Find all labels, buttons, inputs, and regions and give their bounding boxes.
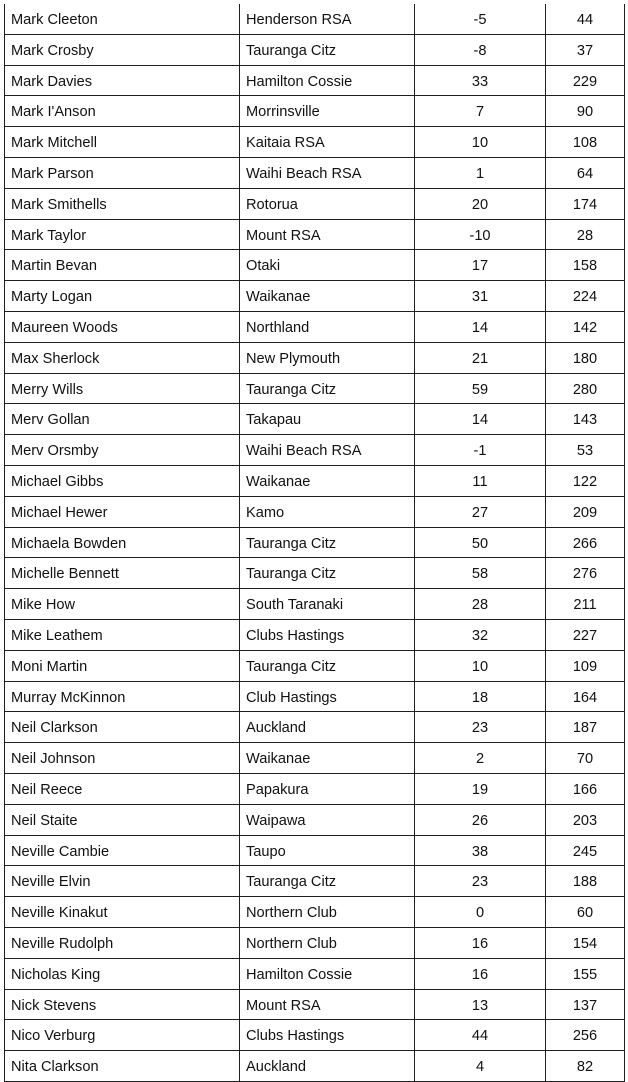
name-cell[interactable]: Merry Wills [5, 373, 240, 404]
diff-cell[interactable]: 58 [415, 558, 546, 589]
diff-cell[interactable]: 26 [415, 804, 546, 835]
total-cell[interactable]: 166 [546, 773, 625, 804]
table-row [5, 958, 625, 989]
table-row [5, 897, 625, 928]
name-cell[interactable]: Michael Gibbs [5, 465, 240, 496]
table-row [5, 404, 625, 435]
table-row [5, 465, 625, 496]
name-cell[interactable]: Mike Leathem [5, 619, 240, 650]
name-cell[interactable]: Nicholas King [5, 958, 240, 989]
total-cell[interactable]: 164 [546, 681, 625, 712]
name-cell[interactable]: Mark Cleeton [5, 4, 240, 34]
club-cell[interactable]: Kaitaia RSA [240, 127, 415, 158]
name-cell[interactable]: Mark Crosby [5, 34, 240, 65]
table-row [5, 589, 625, 620]
club-cell[interactable]: Mount RSA [240, 219, 415, 250]
diff-cell[interactable]: 44 [415, 1020, 546, 1051]
diff-cell[interactable]: 7 [415, 96, 546, 127]
club-cell[interactable]: Auckland [240, 712, 415, 743]
club-cell[interactable]: Tauranga Citz [240, 34, 415, 65]
table-row [5, 743, 625, 774]
table-row [5, 773, 625, 804]
table-row [5, 1020, 625, 1051]
club-cell[interactable]: Waikanae [240, 281, 415, 312]
total-cell[interactable]: 256 [546, 1020, 625, 1051]
name-cell[interactable]: Neil Reece [5, 773, 240, 804]
name-cell[interactable]: Nick Stevens [5, 989, 240, 1020]
total-cell[interactable]: 60 [546, 897, 625, 928]
total-cell[interactable]: 44 [546, 4, 625, 34]
club-cell[interactable]: South Taranaki [240, 589, 415, 620]
club-cell[interactable]: Waikanae [240, 465, 415, 496]
club-cell[interactable]: Hamilton Cossie [240, 65, 415, 96]
club-cell[interactable]: Mount RSA [240, 989, 415, 1020]
name-cell[interactable]: Neil Staite [5, 804, 240, 835]
club-cell[interactable]: Takapau [240, 404, 415, 435]
club-cell[interactable]: Morrinsville [240, 96, 415, 127]
table-row [5, 281, 625, 312]
total-cell[interactable]: 266 [546, 527, 625, 558]
club-cell[interactable]: Club Hastings [240, 681, 415, 712]
table-row [5, 219, 625, 250]
diff-cell[interactable]: 11 [415, 465, 546, 496]
diff-cell[interactable]: 13 [415, 989, 546, 1020]
table-row [5, 127, 625, 158]
diff-cell[interactable]: -5 [415, 4, 546, 34]
diff-cell[interactable]: 32 [415, 619, 546, 650]
name-cell[interactable]: Maureen Woods [5, 311, 240, 342]
table-row [5, 989, 625, 1020]
total-cell[interactable]: 143 [546, 404, 625, 435]
club-cell[interactable]: Kamo [240, 496, 415, 527]
name-cell[interactable]: Neville Rudolph [5, 927, 240, 958]
diff-cell[interactable]: 4 [415, 1051, 546, 1082]
total-cell[interactable]: 180 [546, 342, 625, 373]
total-cell[interactable]: 53 [546, 435, 625, 466]
diff-cell[interactable]: 16 [415, 958, 546, 989]
table-row [5, 558, 625, 589]
total-cell[interactable]: 227 [546, 619, 625, 650]
table-row [5, 712, 625, 743]
table-row [5, 650, 625, 681]
diff-cell[interactable]: 59 [415, 373, 546, 404]
diff-cell[interactable]: 28 [415, 589, 546, 620]
club-cell[interactable]: Taupo [240, 835, 415, 866]
name-cell[interactable]: Marty Logan [5, 281, 240, 312]
club-cell[interactable]: Northern Club [240, 897, 415, 928]
diff-cell[interactable]: 19 [415, 773, 546, 804]
diff-cell[interactable]: 2 [415, 743, 546, 774]
name-cell[interactable]: Michael Hewer [5, 496, 240, 527]
total-cell[interactable]: 70 [546, 743, 625, 774]
table-row [5, 527, 625, 558]
total-cell[interactable]: 82 [546, 1051, 625, 1082]
table-row [5, 835, 625, 866]
diff-cell[interactable]: 10 [415, 127, 546, 158]
club-cell[interactable]: Northland [240, 311, 415, 342]
total-cell[interactable]: 174 [546, 188, 625, 219]
diff-cell[interactable]: 10 [415, 650, 546, 681]
diff-cell[interactable]: 16 [415, 927, 546, 958]
total-cell[interactable]: 137 [546, 989, 625, 1020]
table-row [5, 157, 625, 188]
club-cell[interactable]: Tauranga Citz [240, 527, 415, 558]
total-cell[interactable]: 28 [546, 219, 625, 250]
total-cell[interactable]: 108 [546, 127, 625, 158]
total-cell[interactable]: 224 [546, 281, 625, 312]
name-cell[interactable]: Neville Cambie [5, 835, 240, 866]
diff-cell[interactable]: 38 [415, 835, 546, 866]
name-cell[interactable]: Michelle Bennett [5, 558, 240, 589]
name-cell[interactable]: Mark Davies [5, 65, 240, 96]
name-cell[interactable]: Neville Elvin [5, 866, 240, 897]
diff-cell[interactable]: 23 [415, 866, 546, 897]
club-cell[interactable]: New Plymouth [240, 342, 415, 373]
club-cell[interactable]: Clubs Hastings [240, 1020, 415, 1051]
table-row [5, 188, 625, 219]
total-cell[interactable]: 109 [546, 650, 625, 681]
name-cell[interactable]: Michaela Bowden [5, 527, 240, 558]
club-cell[interactable]: Clubs Hastings [240, 619, 415, 650]
diff-cell[interactable]: 0 [415, 897, 546, 928]
total-cell[interactable]: 122 [546, 465, 625, 496]
club-cell[interactable]: Waihi Beach RSA [240, 157, 415, 188]
club-cell[interactable]: Otaki [240, 250, 415, 281]
club-cell[interactable]: Hamilton Cossie [240, 958, 415, 989]
club-cell[interactable]: Rotorua [240, 188, 415, 219]
name-cell[interactable]: Mark Mitchell [5, 127, 240, 158]
diff-cell[interactable]: -10 [415, 219, 546, 250]
total-cell[interactable]: 229 [546, 65, 625, 96]
table-row [5, 619, 625, 650]
name-cell[interactable]: Nita Clarkson [5, 1051, 240, 1082]
diff-cell[interactable]: 23 [415, 712, 546, 743]
diff-cell[interactable]: -8 [415, 34, 546, 65]
table-row [5, 804, 625, 835]
name-cell[interactable]: Neil Johnson [5, 743, 240, 774]
diff-cell[interactable]: 21 [415, 342, 546, 373]
diff-cell[interactable]: 1 [415, 157, 546, 188]
diff-cell[interactable]: -1 [415, 435, 546, 466]
name-cell[interactable]: Martin Bevan [5, 250, 240, 281]
table-row [5, 681, 625, 712]
diff-cell[interactable]: 33 [415, 65, 546, 96]
table-row [5, 96, 625, 127]
results-table [4, 4, 625, 1082]
club-cell[interactable]: Tauranga Citz [240, 558, 415, 589]
club-cell[interactable]: Waihi Beach RSA [240, 435, 415, 466]
diff-cell[interactable]: 20 [415, 188, 546, 219]
total-cell[interactable]: 37 [546, 34, 625, 65]
table-row [5, 866, 625, 897]
club-cell[interactable]: Papakura [240, 773, 415, 804]
name-cell[interactable]: Mark Parson [5, 157, 240, 188]
diff-cell[interactable]: 27 [415, 496, 546, 527]
table-row [5, 927, 625, 958]
name-cell[interactable]: Mike How [5, 589, 240, 620]
name-cell[interactable]: Max Sherlock [5, 342, 240, 373]
name-cell[interactable]: Murray McKinnon [5, 681, 240, 712]
total-cell[interactable]: 187 [546, 712, 625, 743]
diff-cell[interactable]: 31 [415, 281, 546, 312]
total-cell[interactable]: 158 [546, 250, 625, 281]
diff-cell[interactable]: 14 [415, 311, 546, 342]
total-cell[interactable]: 209 [546, 496, 625, 527]
spreadsheet [4, 4, 625, 1082]
name-cell[interactable]: Mark I'Anson [5, 96, 240, 127]
diff-cell[interactable]: 14 [415, 404, 546, 435]
table-row [5, 250, 625, 281]
club-cell[interactable]: Tauranga Citz [240, 866, 415, 897]
table-row [5, 373, 625, 404]
club-cell[interactable]: Northern Club [240, 927, 415, 958]
name-cell[interactable]: Neil Clarkson [5, 712, 240, 743]
total-cell[interactable]: 280 [546, 373, 625, 404]
club-cell[interactable]: Auckland [240, 1051, 415, 1082]
name-cell[interactable]: Mark Smithells [5, 188, 240, 219]
total-cell[interactable]: 188 [546, 866, 625, 897]
name-cell[interactable]: Merv Gollan [5, 404, 240, 435]
table-row [5, 496, 625, 527]
diff-cell[interactable]: 18 [415, 681, 546, 712]
table-row [5, 342, 625, 373]
name-cell[interactable]: Nico Verburg [5, 1020, 240, 1051]
total-cell[interactable]: 64 [546, 157, 625, 188]
total-cell[interactable]: 245 [546, 835, 625, 866]
table-row [5, 1051, 625, 1082]
name-cell[interactable]: Moni Martin [5, 650, 240, 681]
table-row [5, 34, 625, 65]
table-row [5, 4, 625, 34]
name-cell[interactable]: Merv Orsmby [5, 435, 240, 466]
table-body [5, 4, 625, 1081]
diff-cell[interactable]: 50 [415, 527, 546, 558]
total-cell[interactable]: 276 [546, 558, 625, 589]
total-cell[interactable]: 155 [546, 958, 625, 989]
table-row [5, 65, 625, 96]
total-cell[interactable]: 90 [546, 96, 625, 127]
table-row [5, 435, 625, 466]
total-cell[interactable]: 142 [546, 311, 625, 342]
name-cell[interactable]: Neville Kinakut [5, 897, 240, 928]
diff-cell[interactable]: 17 [415, 250, 546, 281]
club-cell[interactable]: Waipawa [240, 804, 415, 835]
club-cell[interactable]: Henderson RSA [240, 4, 415, 34]
name-cell[interactable]: Mark Taylor [5, 219, 240, 250]
total-cell[interactable]: 203 [546, 804, 625, 835]
club-cell[interactable]: Waikanae [240, 743, 415, 774]
total-cell[interactable]: 154 [546, 927, 625, 958]
club-cell[interactable]: Tauranga Citz [240, 373, 415, 404]
total-cell[interactable]: 211 [546, 589, 625, 620]
table-row [5, 311, 625, 342]
club-cell[interactable]: Tauranga Citz [240, 650, 415, 681]
